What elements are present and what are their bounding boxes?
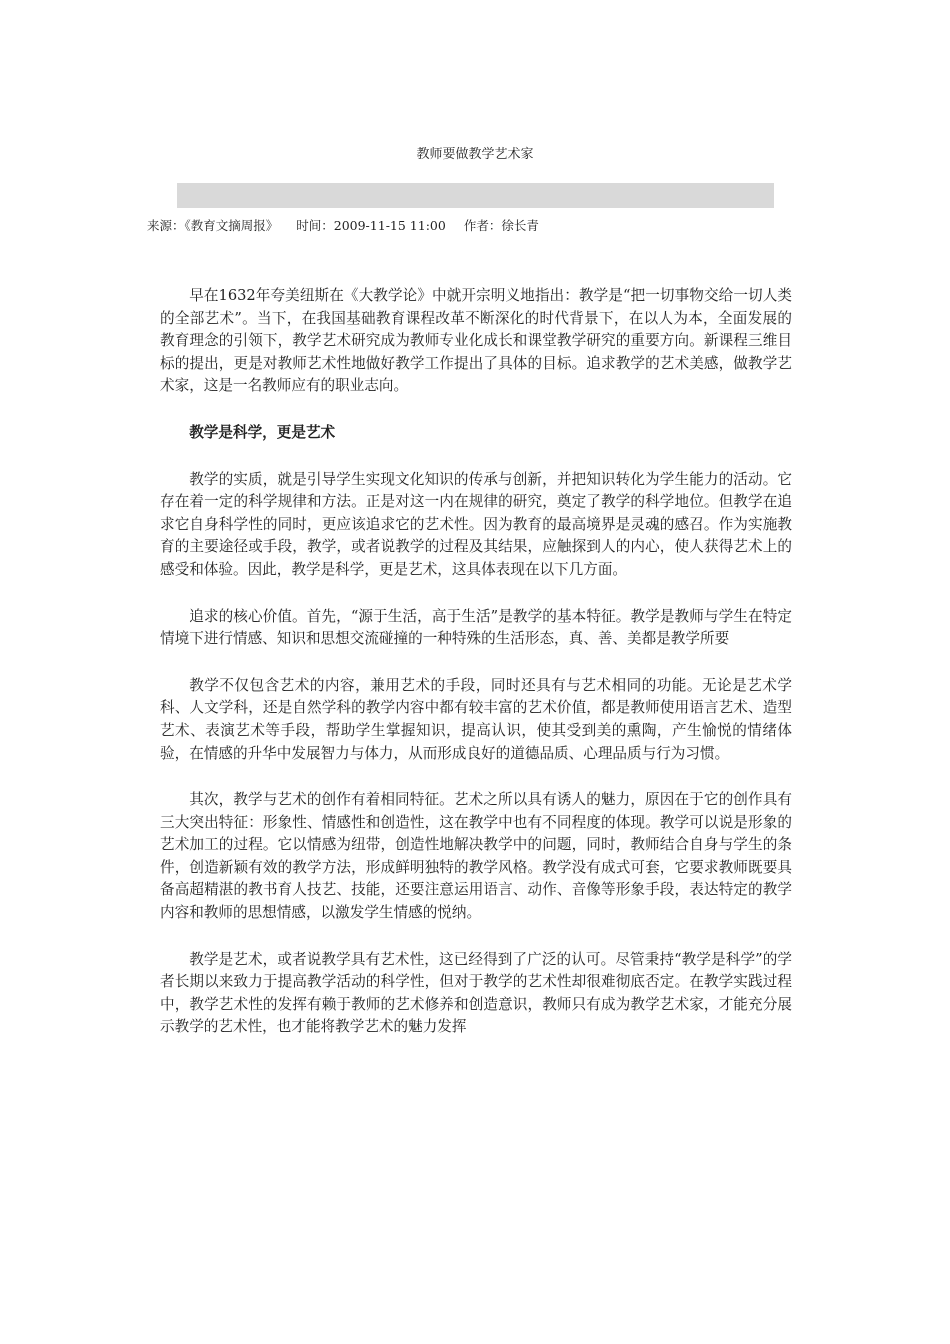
article-meta: [147, 217, 553, 235]
paragraph-artistry: 教学是艺术，或者说教学具有艺术性，这已经得到了广泛的认可。尽管秉持“教学是科学”的学者长期以来致力于提高教学活动的科学性，但对于教学的艺术性却很难彻底否定。在教学实践过程中，教学艺术性的发挥有赖于教师的艺术修养和创造意识，教师只有成为教学艺术家，才能充分展示教学的艺术性，也才能将教学艺术的魅力发挥: [160, 950, 792, 1036]
section-heading: 教学是科学，更是艺术: [189, 423, 336, 441]
meta-author: 作者：徐长青: [463, 218, 539, 233]
paragraph-creation-features: 其次，教学与艺术的创作有着相同特征。艺术之所以具有诱人的魅力，原因在于它的创作具有三大突出特征：形象性、情感性和创造性，这在教学中也有不同程度的体现。教学可以说是形象的艺术加工的过程。它以情感为纽带，创造性地解决教学中的问题，同时，教师结合自身与学生的条件，创造新颖有效的教学方法，形成鲜明独特的教学风格。教学没有成式可套，它要求教师既要具备高超精湛的教书育人技艺、技能，还要注意运用语言、动作、音像等形象手段，表达特定的教学内容和教师的思想情感，以激发学生情感的悦纳。: [160, 791, 792, 922]
paragraph-core-value: 追求的核心价值。首先，“源于生活，高于生活”是教学的基本特征。教学是教师与学生在特定情境下进行情感、知识和思想交流碰撞的一种特殊的生活形态，真、善、美都是教学所要: [160, 607, 792, 648]
title-divider-bar: [177, 183, 774, 208]
meta-time: 时间：2009-11-15 11:00: [296, 218, 446, 233]
meta-source: 来源：《教育文摘周报》: [147, 218, 279, 233]
article-title: 教师要做教学艺术家: [416, 147, 534, 162]
paragraph-art-function: 教学不仅包含艺术的内容，兼用艺术的手段，同时还具有与艺术相同的功能。无论是艺术学科、人文学科，还是自然学科的教学内容中都有较丰富的艺术价值，都是教师使用语言艺术、造型艺术、表演艺术等手段，帮助学生掌握知识，提高认识，使其受到美的熏陶，产生愉悦的情绪体验，在情感的升华中发展智力与体力，从而形成良好的道德品质、心理品质与行为习惯。: [160, 676, 792, 762]
paragraph-essence: 教学的实质，就是引导学生实现文化知识的传承与创新，并把知识转化为学生能力的活动。它存在着一定的科学规律和方法。正是对这一内在规律的研究，奠定了教学的科学地位。但教学在追求它自身科学性的同时，更应该追求它的艺术性。因为教育的最高境界是灵魂的感召。作为实施教育的主要途径或手段，教学，或者说教学的过程及其结果，应触探到人的内心，使人获得艺术上的感受和体验。因此，教学是科学，更是艺术，这具体表现在以下几方面。: [160, 470, 792, 578]
article-body: [160, 285, 792, 1063]
paragraph-intro: 早在1632年夸美纽斯在《大教学论》中就开宗明义地指出：教学是“把一切事物交给一切人类的全部艺术”。当下，在我国基础教育课程改革不断深化的时代背景下，在以人为本，全面发展的教育理念的引领下，教学艺术研究成为教师专业化成长和课堂教学研究的重要方向。新课程三维目标的提出，更是对教师艺术性地做好教学工作提出了具体的目标。追求教学的艺术美感，做教学艺术家，这是一名教师应有的职业志向。: [160, 287, 792, 395]
